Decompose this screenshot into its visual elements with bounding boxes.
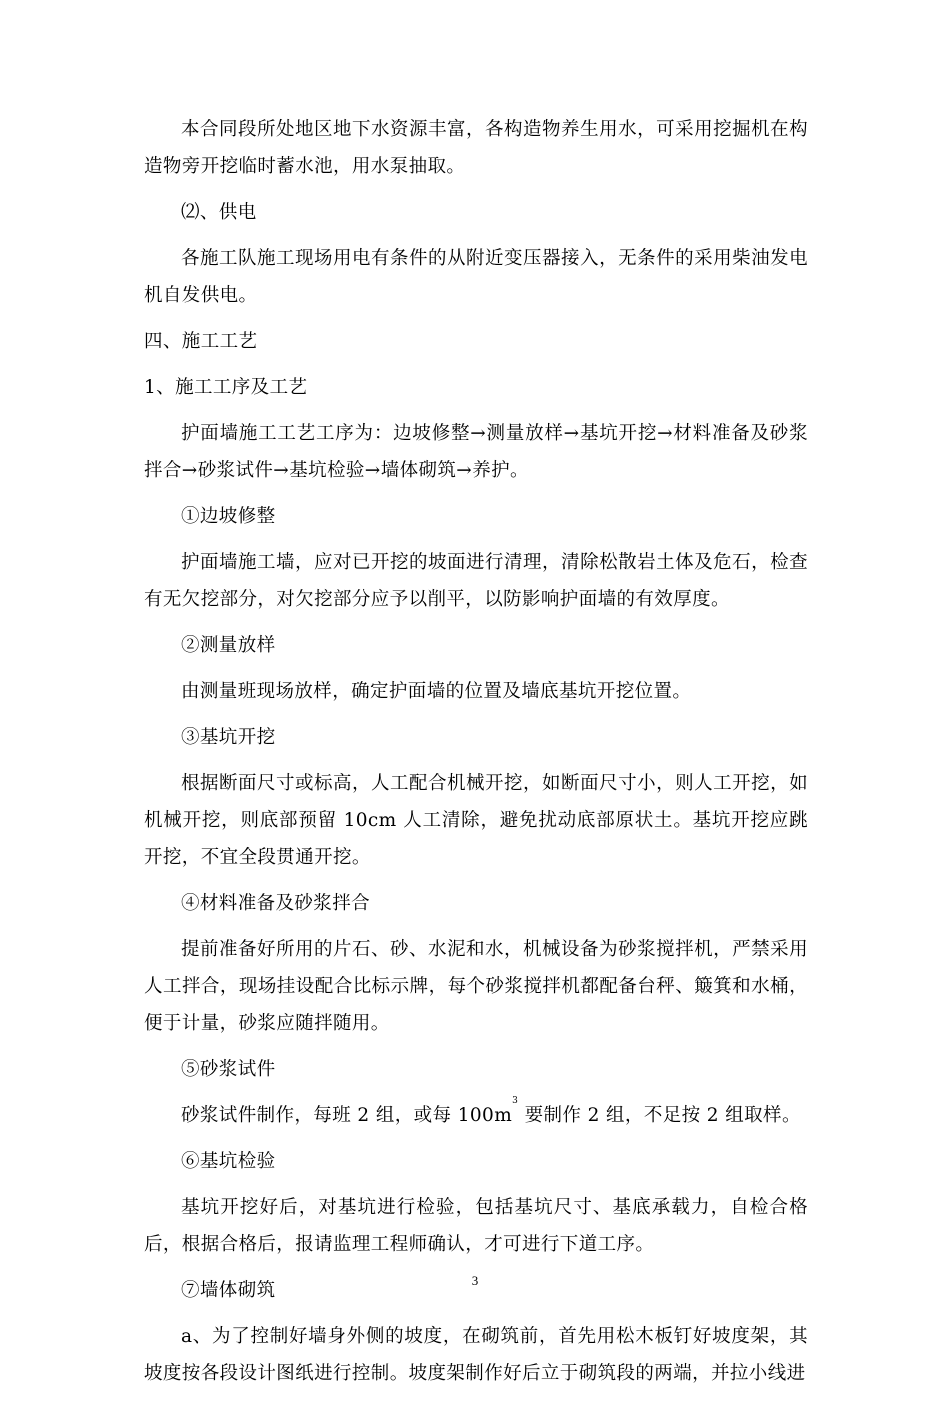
cubic-superscript: 3 [512,1096,519,1106]
step-heading-wall-masonry: ⑦墙体砌筑 [181,1280,276,1301]
mortar-text-before: 砂浆试件制作，每班 2 组，或每 100m [181,1105,513,1126]
step-heading-foundation-excavation: ③基坑开挖 [181,727,276,748]
step-heading-survey-layout: ②测量放样 [181,635,276,656]
document-body [144,111,808,1401]
step-heading-materials-mixing: ④材料准备及砂浆拌合 [181,893,371,914]
paragraph-power-supply: 各施工队施工现场用电有条件的从附近变压器接入，无条件的采用柴油发电机自发供电。 [144,248,808,306]
paragraph-survey-layout: 由测量班现场放样，确定护面墙的位置及墙底基坑开挖位置。 [181,681,692,702]
paragraph-materials-mixing: 提前准备好所用的片石、砂、水泥和水，机械设备为砂浆搅拌机，严禁采用人工拌合，现场挂设配合比标示牌，每个砂浆搅拌机都配备台秤、簸箕和水桶，便于计量，砂浆应随拌随用。 [144,939,808,1034]
paragraph-water-supply: 本合同段所处地区地下水资源丰富，各构造物养生用水，可采用挖掘机在构造物旁开挖临时蓄水池，用水泵抽取。 [144,119,808,177]
section-heading-construction-process: 四、施工工艺 [144,331,258,352]
page-number: 3 [471,1273,479,1288]
paragraph-foundation-excavation: 根据断面尺寸或标高，人工配合机械开挖，如断面尺寸小，则人工开挖，如机械开挖，则底部预留 10cm 人工清除，避免扰动底部原状土。基坑开挖应跳开挖，不宜全段贯通开挖。 [144,773,808,868]
paragraph-process-sequence: 护面墙施工工艺工序为：边坡修整→测量放样→基坑开挖→材料准备及砂浆拌合→砂浆试件→基坑检验→墙体砌筑→养护。 [144,423,808,481]
heading-power-supply: ⑵、供电 [181,202,257,223]
step-heading-slope-trimming: ①边坡修整 [181,506,276,527]
step-heading-foundation-inspection: ⑥基坑检验 [181,1151,276,1172]
paragraph-mortar-specimens [144,1097,808,1134]
mortar-text-after: 要制作 2 组，不足按 2 组取样。 [518,1105,801,1126]
paragraph-slope-trimming: 护面墙施工墙，应对已开挖的坡面进行清理，清除松散岩土体及危石，检查有无欠挖部分，对欠挖部分应予以削平，以防影响护面墙的有效厚度。 [144,552,808,610]
paragraph-foundation-inspection: 基坑开挖好后，对基坑进行检验，包括基坑尺寸、基底承载力，自检合格后，根据合格后，报请监理工程师确认，才可进行下道工序。 [144,1197,808,1255]
step-heading-mortar-specimens: ⑤砂浆试件 [181,1059,276,1080]
subsection-heading-procedures: 1、施工工序及工艺 [144,377,308,398]
paragraph-wall-masonry: a、为了控制好墙身外侧的坡度，在砌筑前，首先用松木板钉好坡度架，其坡度按各段设计图纸进行控制。坡度架制作好后立于砌筑段的两端，并拉小线进 [144,1326,808,1384]
